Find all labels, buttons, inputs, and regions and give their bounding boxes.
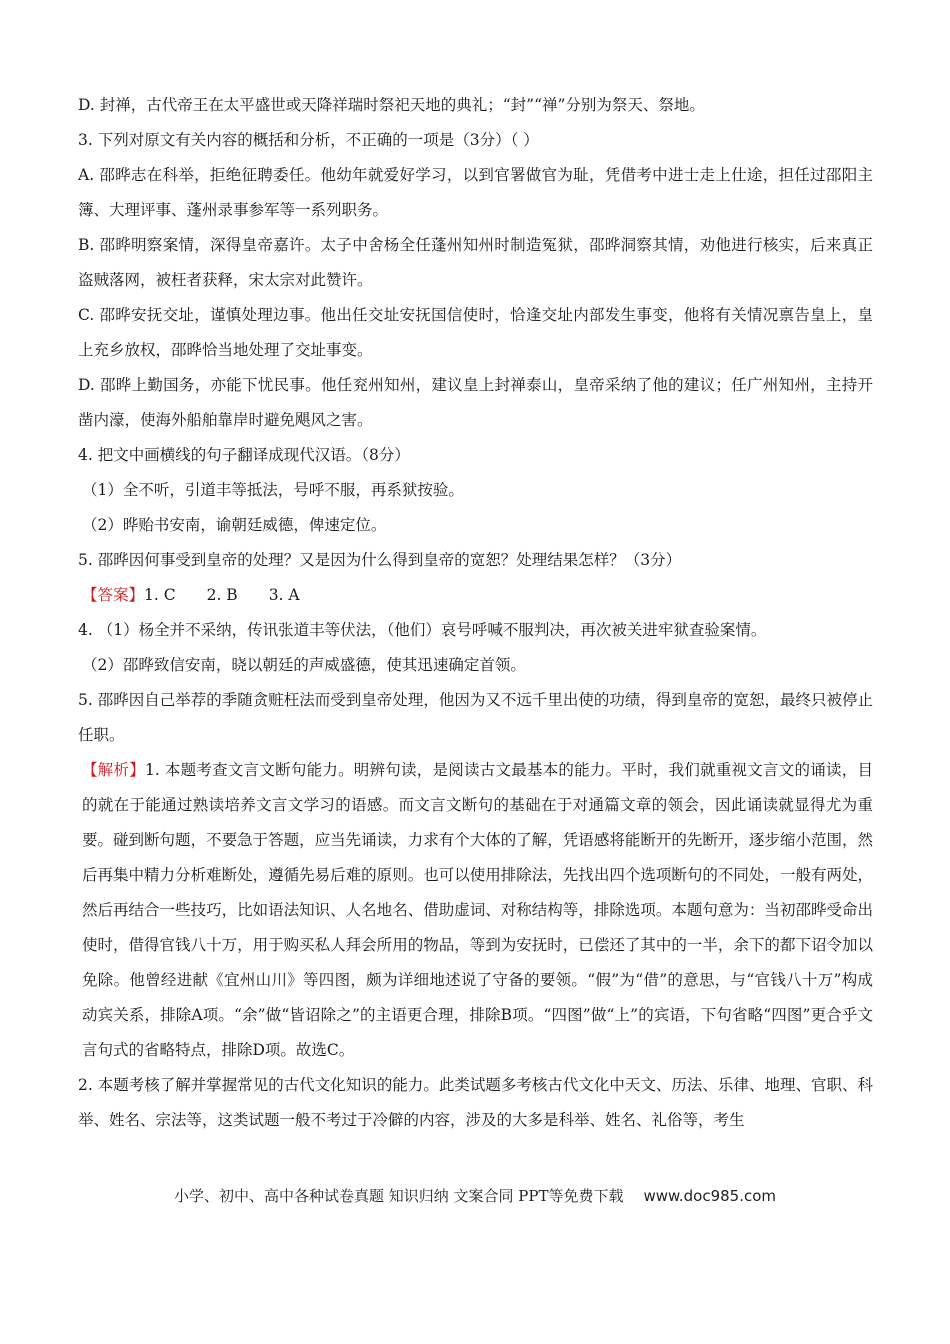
footer-url[interactable]: www.doc985.com (643, 1187, 777, 1205)
answer-4-1: 4. （1）杨全并不采纳，传讯张道丰等伏法，（他们）哀号呼喊不服判决，再次被关进牢狱查验案情。 (78, 621, 767, 639)
question-3: 3. 下列对原文有关内容的概括和分析，不正确的一项是（3分）（ ） (78, 131, 539, 149)
document-body (78, 88, 873, 1138)
option-b: B. 邵晔明察案情，深得皇帝嘉许。太子中舍杨全任蓬州知州时制造冤狱，邵晔洞察其情，劝他进行核实，后来真正盗贼落网，被枉者获释，宋太宗对此赞许。 (78, 236, 873, 289)
question-4-sentence-1: （1）全不听，引道丰等抵法，号呼不服，再系狱按验。 (82, 481, 464, 499)
option-a: A. 邵晔志在科举，拒绝征聘委任。他幼年就爱好学习，以到官署做官为耻，凭借考中进士走上仕途，担任过邵阳主簿、大理评事、蓬州录事参军等一系列职务。 (78, 166, 873, 219)
question-4-sentence-2: （2）晔贻书安南，谕朝廷威德，俾速定位。 (82, 516, 387, 534)
answer-line (78, 578, 873, 613)
analysis-1 (78, 753, 873, 1068)
option-d-fengshan: D. 封禅，古代帝王在太平盛世或天降祥瑞时祭祀天地的典礼；“封”“禅”分别为祭天、祭地。 (78, 96, 705, 114)
answer-tag: 【答案】 (82, 586, 145, 604)
answer-choices: 1. C 2. B 3. A (144, 586, 300, 604)
option-c: C. 邵晔安抚交址，谨慎处理边事。他出任交址安抚国信使时，恰逢交址内部发生事变，他将有关情况禀告皇上，皇上充乡放权，邵晔恰当地处理了交址事变。 (78, 306, 873, 359)
answer-4-2: （2）邵晔致信安南，晓以朝廷的声威盛德，使其迅速确定首领。 (82, 656, 526, 674)
question-4: 4. 把文中画横线的句子翻译成现代汉语。（8分） (78, 446, 410, 464)
page-footer (0, 1185, 950, 1206)
analysis-tag: 【解析】 (82, 761, 145, 779)
question-5: 5. 邵晔因何事受到皇帝的处理？又是因为什么得到皇帝的宽恕？处理结果怎样？（3分） (78, 551, 682, 569)
analysis-text: 1. 本题考查文言文断句能力。明辨句读，是阅读古文最基本的能力。平时，我们就重视文言文的诵读，目的就在于能通过熟读培养文言文学习的语感。而文言文断句的基础在于对通篇文章的领会，因此诵读就显得尤为重要。碰到断句题，不要急于答题，应当先诵读，力求有个大体的了解，凭语感将能断开的先断开，逐步缩小范围，然后再集中精力分析难断处，遵循先易后难的原则。也可以使用排除法，先找出四个选项断句的不同处，一般有两处，然后再结合一些技巧，比如语法知识、人名地名、借助虚词、对称结构等，排除选项。本题句意为：当初邵晔受命出使时，借得官钱八十万，用于购买私人拜会所用的物品，等到为安抚时，已偿还了其中的一半，余下的都下诏令加以免除。他曾经进献《宜州山川》等四图，颇为详细地述说了守备的要领。“假”为“借”的意思，与“官钱八十万”构成动宾关系，排除A项。“余”做“皆诏除之”的主语更合理，排除B项。“四图”做“上”的宾语，下句省略“四图”更合乎文言句式的省略特点，排除D项。故选C。 (82, 761, 873, 1059)
answer-5: 5. 邵晔因自己举荐的季随贪赃枉法而受到皇帝处理，他因为又不远千里出使的功绩，得到皇帝的宽恕，最终只被停止任职。 (78, 691, 873, 744)
option-d: D. 邵晔上勤国务，亦能下忧民事。他任兖州知州，建议皇上封禅泰山，皇帝采纳了他的建议；任广州知州，主持开凿内濠，使海外船舶靠岸时避免飓风之害。 (78, 376, 873, 429)
analysis-2: 2. 本题考核了解并掌握常见的古代文化知识的能力。此类试题多考核古代文化中天文、历法、乐律、地理、官职、科举、姓名、宗法等，这类试题一般不考过于冷僻的内容，涉及的大多是科举、姓名、礼俗等，考生 (78, 1076, 873, 1129)
footer-text: 小学、初中、高中各种试卷真题 知识归纳 文案合同 PPT等免费下载 (173, 1187, 624, 1205)
